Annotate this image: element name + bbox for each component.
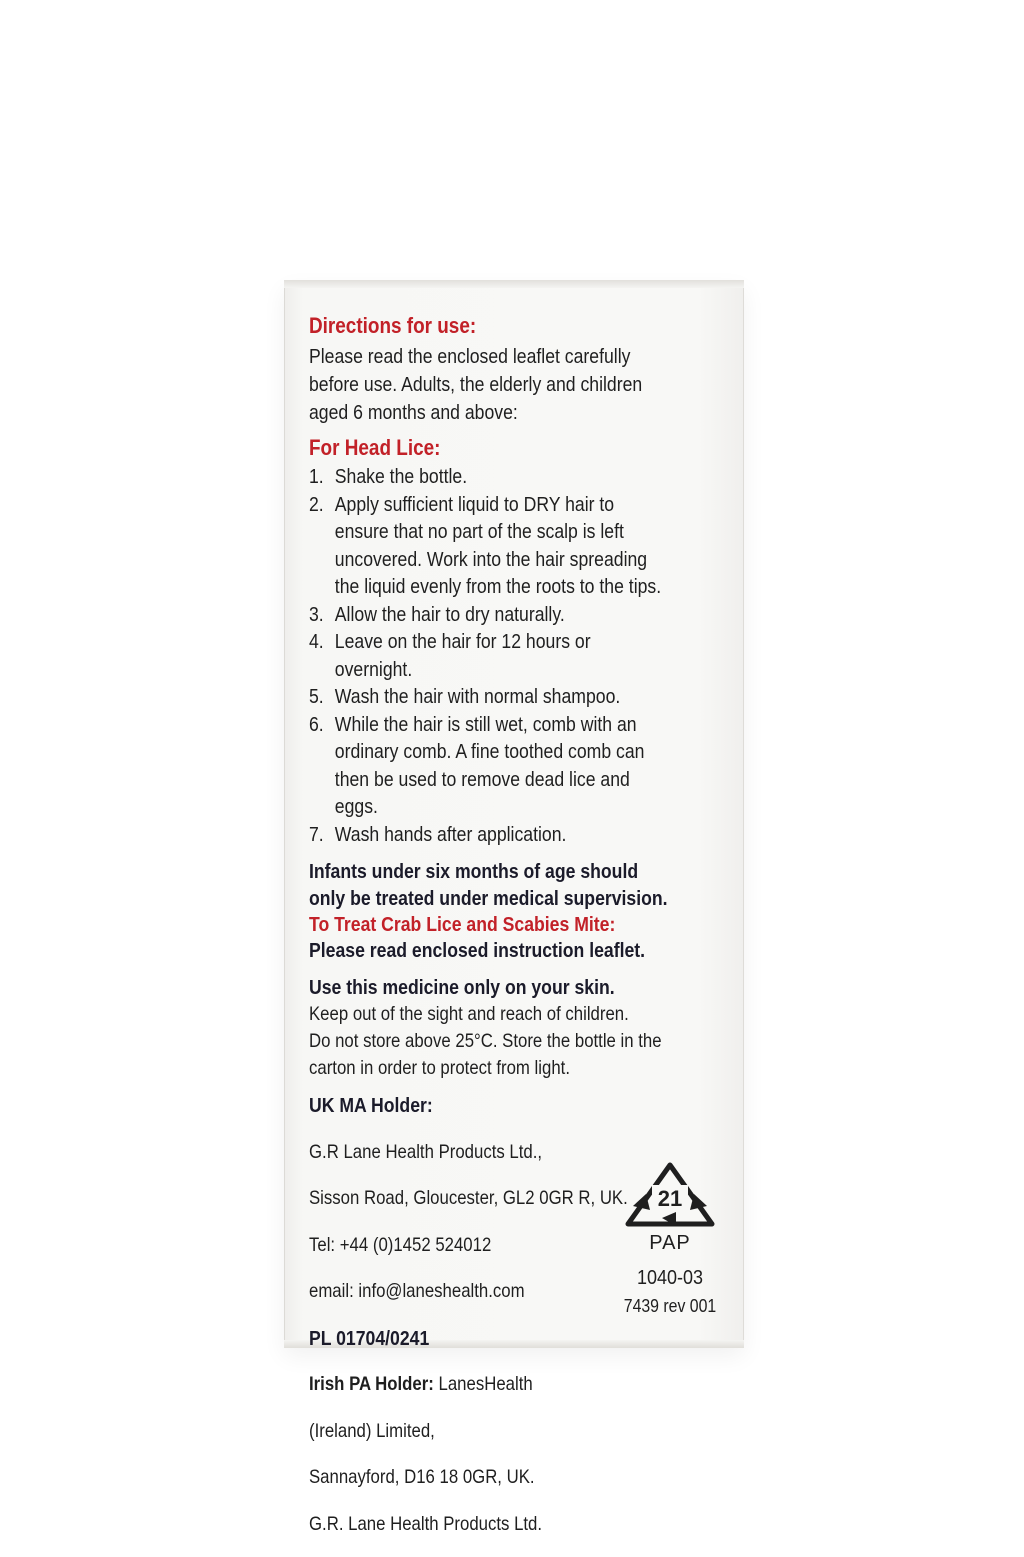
recycling-material: PAP [649, 1232, 691, 1254]
pl-number: PL 01704/0241 [309, 1326, 430, 1350]
irish-holder-label: Irish PA Holder: [309, 1373, 434, 1395]
step-text: Apply sufficient liquid to DRY hair to ensure that no part of the scalp is left uncovered. Work into the hair spreading the liquid evenly from the roots to the tips. [334, 492, 662, 598]
label-text-block [309, 313, 670, 1557]
step-text: Shake the bottle. [334, 465, 468, 488]
crab-lice-instruction: Please read enclosed instruction leaflet. [309, 939, 646, 962]
crab-lice-heading: To Treat Crab Lice and Scabies Mite: [309, 913, 616, 936]
ma-company: G.R Lane Health Products Ltd., [309, 1140, 543, 1163]
head-lice-heading: For Head Lice: [309, 435, 441, 460]
step-item [309, 821, 670, 849]
directions-heading: Directions for use: [309, 313, 477, 338]
irish-holder-name-cont: (Ireland) Limited, [309, 1419, 435, 1442]
ma-telephone: Tel: +44 (0)1452 524012 [309, 1233, 492, 1256]
recycling-mark [600, 1160, 740, 1320]
ma-email: email: info@laneshealth.com [309, 1280, 525, 1302]
carton-top-edge [284, 280, 744, 288]
step-item [309, 711, 670, 821]
step-item [309, 601, 670, 629]
uk-ma-holder-heading: UK MA Holder: [309, 1094, 433, 1117]
step-text: Wash hands after application. [334, 822, 567, 846]
step-number: 1. [309, 465, 324, 488]
skin-only-warning: Use this medicine only on your skin. [309, 976, 615, 999]
step-number: 4. [309, 630, 324, 653]
step-number: 5. [309, 685, 324, 708]
step-number: 2. [309, 492, 324, 516]
step-text: Wash the hair with normal shampoo. [334, 685, 621, 708]
step-item [309, 491, 670, 601]
keep-out-of-reach: Keep out of the sight and reach of children. [309, 1003, 629, 1025]
step-text: While the hair is still wet, comb with an ordinary comb. A fine toothed comb can then be used to remove dead lice and eggs. [334, 712, 645, 818]
irish-pa-holder [309, 1371, 670, 1538]
infants-warning: Infants under six months of age should only be treated under medical supervision. [309, 860, 668, 910]
lot-number: 1040-03 [636, 1267, 704, 1289]
revision-number: 7439 rev 001 [623, 1296, 717, 1316]
directions-intro: Please read the enclosed leaflet carefully before use. Adults, the elderly and children aged 6 months and above: [309, 345, 643, 424]
irish-holder-address: Sannayford, D16 18 0GR, UK. [309, 1466, 535, 1488]
storage-instructions: Do not store above 25°C. Store the bottle in the carton in order to protect from light. [309, 1030, 662, 1079]
step-item [309, 683, 670, 711]
irish-holder-company: G.R. Lane Health Products Ltd. [309, 1512, 543, 1535]
head-lice-steps [309, 463, 670, 848]
step-number: 3. [309, 602, 324, 626]
irish-holder-line [309, 1371, 670, 1398]
step-number: 7. [309, 822, 324, 846]
step-number: 6. [309, 712, 324, 736]
step-text: Leave on the hair for 12 hours or overnight. [334, 630, 591, 681]
step-item [309, 628, 670, 683]
step-item [309, 463, 670, 491]
recycling-code: 21 [657, 1186, 683, 1211]
irish-holder-name: LanesHealth [433, 1373, 533, 1395]
ma-address: Sisson Road, Gloucester, GL2 0GR R, UK. [309, 1187, 628, 1209]
step-text: Allow the hair to dry naturally. [334, 602, 565, 626]
